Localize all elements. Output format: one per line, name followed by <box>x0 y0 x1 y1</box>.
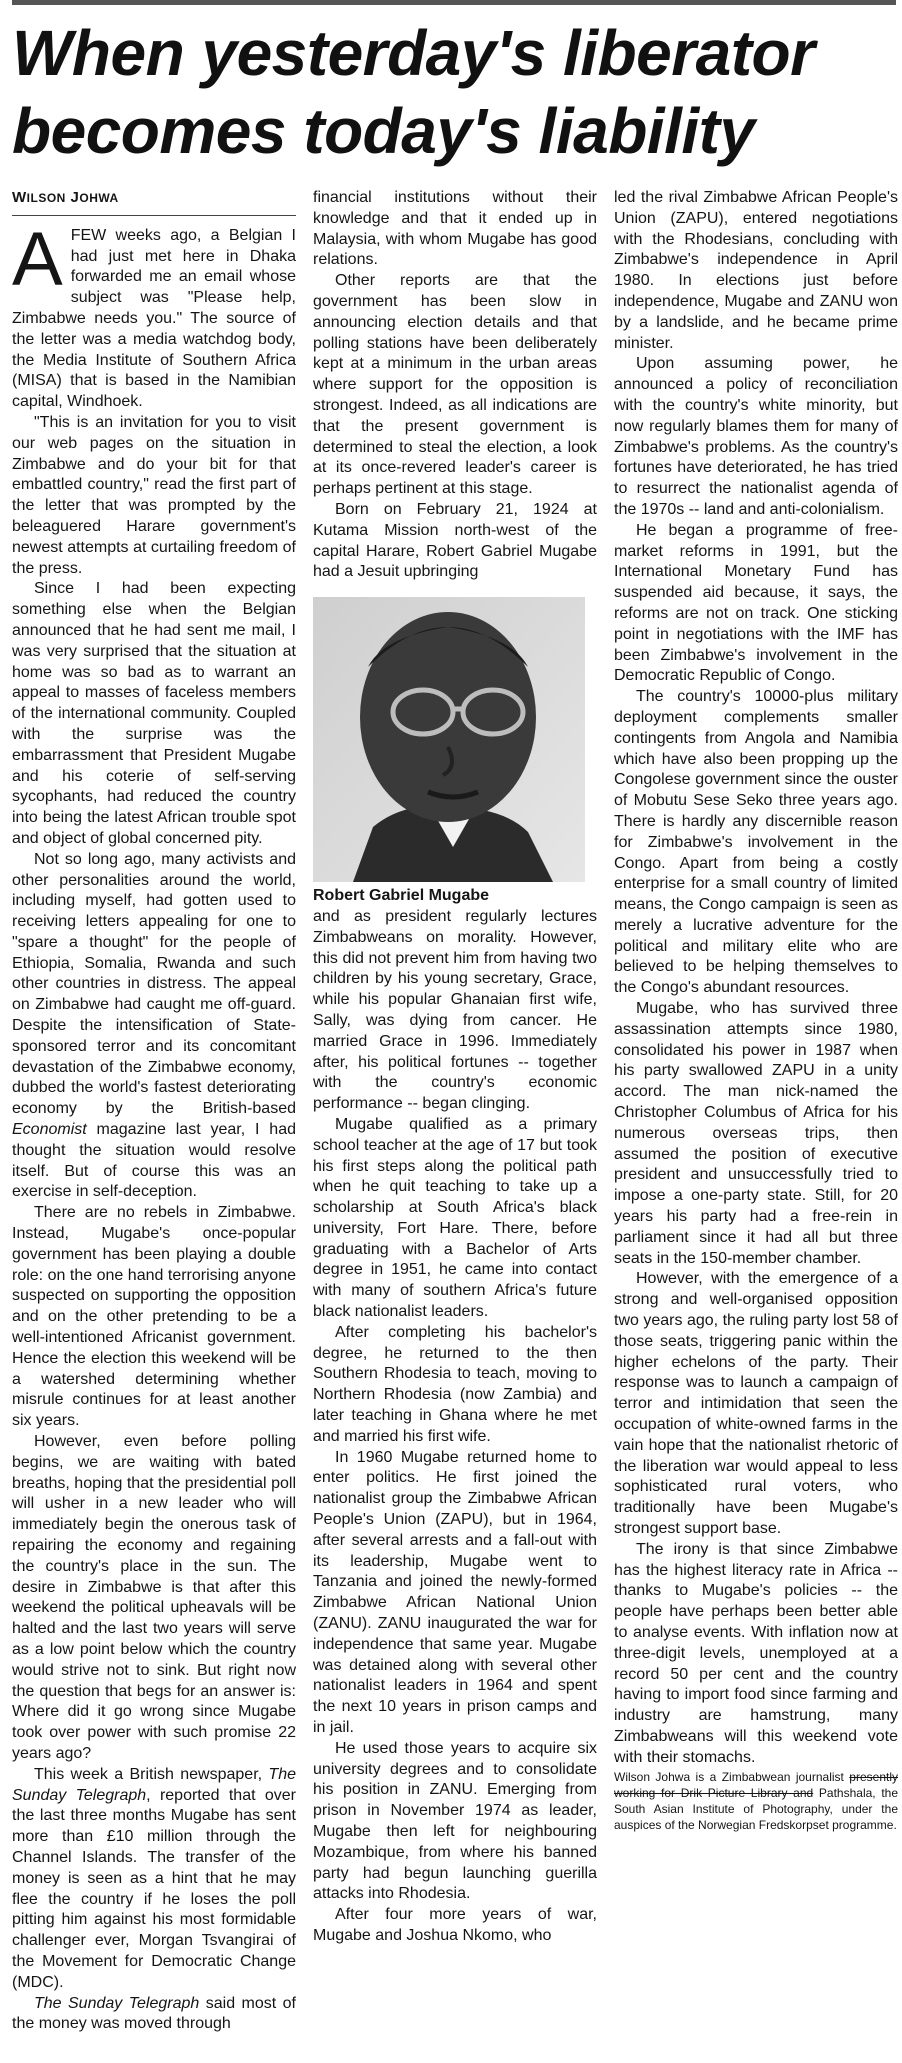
paragraph: AFEW weeks ago, a Belgian I had just met here in Dhaka forwarded me an email whose subject was "Please help, Zimbabwe needs you." The source of the letter was a media watchdog body, the Media Institute of Southern Africa (MISA) that is based in the Namibian capital, Windhoek. <box>12 216 296 411</box>
paragraph: Born on February 21, 1924 at Kutama Mission north-west of the capital Harare, Robert Gabriel Mugabe had a Jesuit upbringing <box>313 500 597 581</box>
paragraph: Since I had been expecting something else when the Belgian announced that he had sent me mail, I was very surprised that the situation at home was so bad as to warrant an appeal to masses of faceless members of the international community. Coupled with the surprise was the embarrassment that President Mugabe and his coterie of self-serving sycophants, had reduced the country into being the latest African trouble spot and object of global concerned pity. <box>12 580 296 847</box>
paragraph: Other reports are that the government has been slow in announcing election details and that polling stations have been deliberately kept at a minimum in the urban areas where support for the opposition is strongest. Indeed, as all indications are that the present government is determined to steal the election, a look at its once-revered leader's career is perhaps pertinent at this stage. <box>313 272 597 498</box>
portrait-image <box>313 597 585 882</box>
paragraph: After completing his bachelor's degree, he returned to the then Southern Rhodesia to teach, moving to Northern Rhodesia (now Zambia) and later teaching in Ghana where he met and married his first wife. <box>313 1323 597 1445</box>
column-3 <box>614 188 898 2058</box>
paragraph: Not so long ago, many activists and other personalities around the world, including myself, had gotten used to receiving letters appealing for one to "spare a thought" for the people of Ethiopia, Somalia, Rwanda and such other countries in distress. The appeal on Zimbabwe had caught me off-guard. Despite the intensification of State-sponsored terror and its concomitant devastation of the Zimbabwe economy, dubbed the world's fastest deteriorating economy by the British-based Economist magazine last year, I had thought the situation would resolve itself. But of course this was an exercise in self-deception. <box>12 850 296 1201</box>
paragraph: In 1960 Mugabe returned home to enter politics. He first joined the nationalist group the Zimbabwe African People's Union (ZAPU), but in 1964, after several arrests and a fall-out with its leadership, Mugabe went to Tanzania and joined the newly-formed Zimbabwe African National Union (ZANU). ZANU inaugurated the war for independence that same year. Mugabe was detained along with several other nationalist leaders in 1964 and spent the next 10 years in prison camps and in jail. <box>313 1448 597 1737</box>
paragraph: However, even before polling begins, we are waiting with bated breaths, hoping that the presidential poll will usher in a new leader who will immediately begin the onerous task of repairing the economy and regaining the country's place in the sun. The desire in Zimbabwe is that after this weekend the political upheavals will be halted and the last two years will serve as a low point below which the country would strive not to sink. But right now the question that begs for an answer is: Where did it go wrong since Mugabe took over power with such promise 22 years ago? <box>12 1433 296 1762</box>
paragraph: and as president regularly lectures Zimbabweans on morality. However, this did not prevent him from having two children by his young secretary, Grace, while his popular Ghanaian first wife, Sally, was dying from cancer. He married Grace in 1996. Immediately after, his political fortunes -- together with the country's economic performance -- began clinging. <box>313 907 597 1113</box>
paragraph: Mugabe, who has survived three assassination attempts since 1980, consolidated his power in 1987 when his party swallowed ZAPU in a unity accord. The man nick-named the Christopher Columbus of Africa for his numerous overseas trips, then assumed the position of executive president and unsuccessfully tried to impose a one-party state. Still, for 20 years his party had a free-rein in parliament since it had all but three seats in the 150-member chamber. <box>614 1000 898 1267</box>
column-1 <box>12 188 296 2058</box>
top-rule <box>12 0 896 5</box>
column-2 <box>313 188 597 2058</box>
article-body <box>12 188 898 2058</box>
paragraph: He began a programme of free-market reforms in 1991, but the International Monetary Fund has suspended aid because, it says, the reforms are not on track. One sticking point in negotiations with the IMF has been Zimbabwe's involvement in the Democratic Republic of Congo. <box>614 521 898 685</box>
portrait-photo <box>313 597 585 882</box>
photo-caption: Robert Gabriel Mugabe <box>313 887 490 905</box>
drop-cap: A <box>12 216 63 302</box>
headline: When yesterday's liberator becomes today's liability <box>12 17 815 167</box>
paragraph: After four more years of war, Mugabe and Joshua Nkomo, who <box>313 1906 597 1944</box>
paragraph: financial institutions without their knowledge and that it ended up in Malaysia, with whom Mugabe has good relations. <box>313 189 597 269</box>
paragraph: There are no rebels in Zimbabwe. Instead, Mugabe's once-popular government has been playing a double role: on the one hand terrorising anyone suspected on supporting the opposition and on the other pretending to be a well-intentioned Africanist government. Hence the election this weekend will be a watershed determining whether misrule continues for at least another six years. <box>12 1204 296 1430</box>
paragraph: This week a British newspaper, The Sunday Telegraph, reported that over the last three months Mugabe has sent more than £10 million through the Channel Islands. The transfer of the money is seen as a hint that he may flee the country if he loses the poll pitting him against his most formidable challenger ever, Morgan Tsvangirai of the Movement for Democratic Change (MDC). <box>12 1765 296 1991</box>
paragraph: The country's 10000-plus military deployment complements smaller contingents from Angola and Namibia which have also been propping up the Congolese government since the ouster of Mobutu Sese Seko three years ago. There is hardly any discernible reason for Zimbabwe's involvement in the Congo. Apart from being a costly enterprise for a small country of limited means, the Congo campaign is seen as merely a lucrative adventure for the political and military elite who are believed to be helping themselves to the Congo's abundant resources. <box>614 688 898 997</box>
paragraph: The Sunday Telegraph said most of the money was moved through <box>12 1994 296 2033</box>
byline: WILSON JOHWA <box>12 188 296 216</box>
paragraph: However, with the emergence of a strong and well-organised opposition two years ago, the ruling party lost 58 of those seats, triggering panic within the higher echelons of the party. Their response was to launch a campaign of terror and intimidation that seen the occupation of white-owned farms in the vain hope that the nationalist rhetoric of the liberation war would appeal to less sophisticated rural voters, who traditionally have been Mugabe's strongest support base. <box>614 1270 898 1537</box>
paragraph: Mugabe qualified as a primary school teacher at the age of 17 but took his first steps along the political path when he quit teaching to take up a scholarship at South Africa's black university, Fort Hare. There, before graduating with a Bachelor of Arts degree in 1951, he came into contact with many of southern Africa's future black nationalist leaders. <box>313 1115 597 1321</box>
paragraph: He used those years to acquire six university degrees and to consolidate his position in ZANU. Emerging from prison in November 1974 as leader, Mugabe then left for neighbouring Mozambique, from where his banned party had begun launching guerilla attacks into Rhodesia. <box>313 1739 597 1903</box>
paragraph: Upon assuming power, he announced a policy of reconciliation with the country's white minority, but now regularly blames them for many of Zimbabwe's problems. As the country's fortunes have deteriorated, he has tried to resurrect the nationalist agenda of the 1970s -- land and anti-colonialism. <box>614 355 898 518</box>
paragraph: led the rival Zimbabwe African People's Union (ZAPU), entered negotiations with the Rhodesians, concluding with Zimbabwe's independence in April 1980. In elections just before independence, Mugabe and ZANU won by a landslide, and he became prime minister. <box>614 189 898 352</box>
paragraph: The irony is that since Zimbabwe has the highest literacy rate in Africa -- thanks to Mugabe's policies -- the people have perhaps been better able to analyse events. With inflation now at three-digit levels, unemployed at a record 50 per cent and the country having to import food since farming and industry are hamstrung, many Zimbabweans will this weekend vote with their stomachs. <box>614 1540 898 1766</box>
author-footnote: Wilson Johwa is a Zimbabwean journalist presently working for Drik Picture Library and Pathshala, the South Asian Institute of Photography, under the auspices of the Norwegian Fredskorpset programme. <box>614 1769 898 1832</box>
paragraph: "This is an invitation for you to visit our web pages on the situation in Zimbabwe and do your bit for that embattled country," read the first part of the letter that was prompted by the beleaguered Harare government's newest attempts at curtailing freedom of the press. <box>12 413 296 577</box>
